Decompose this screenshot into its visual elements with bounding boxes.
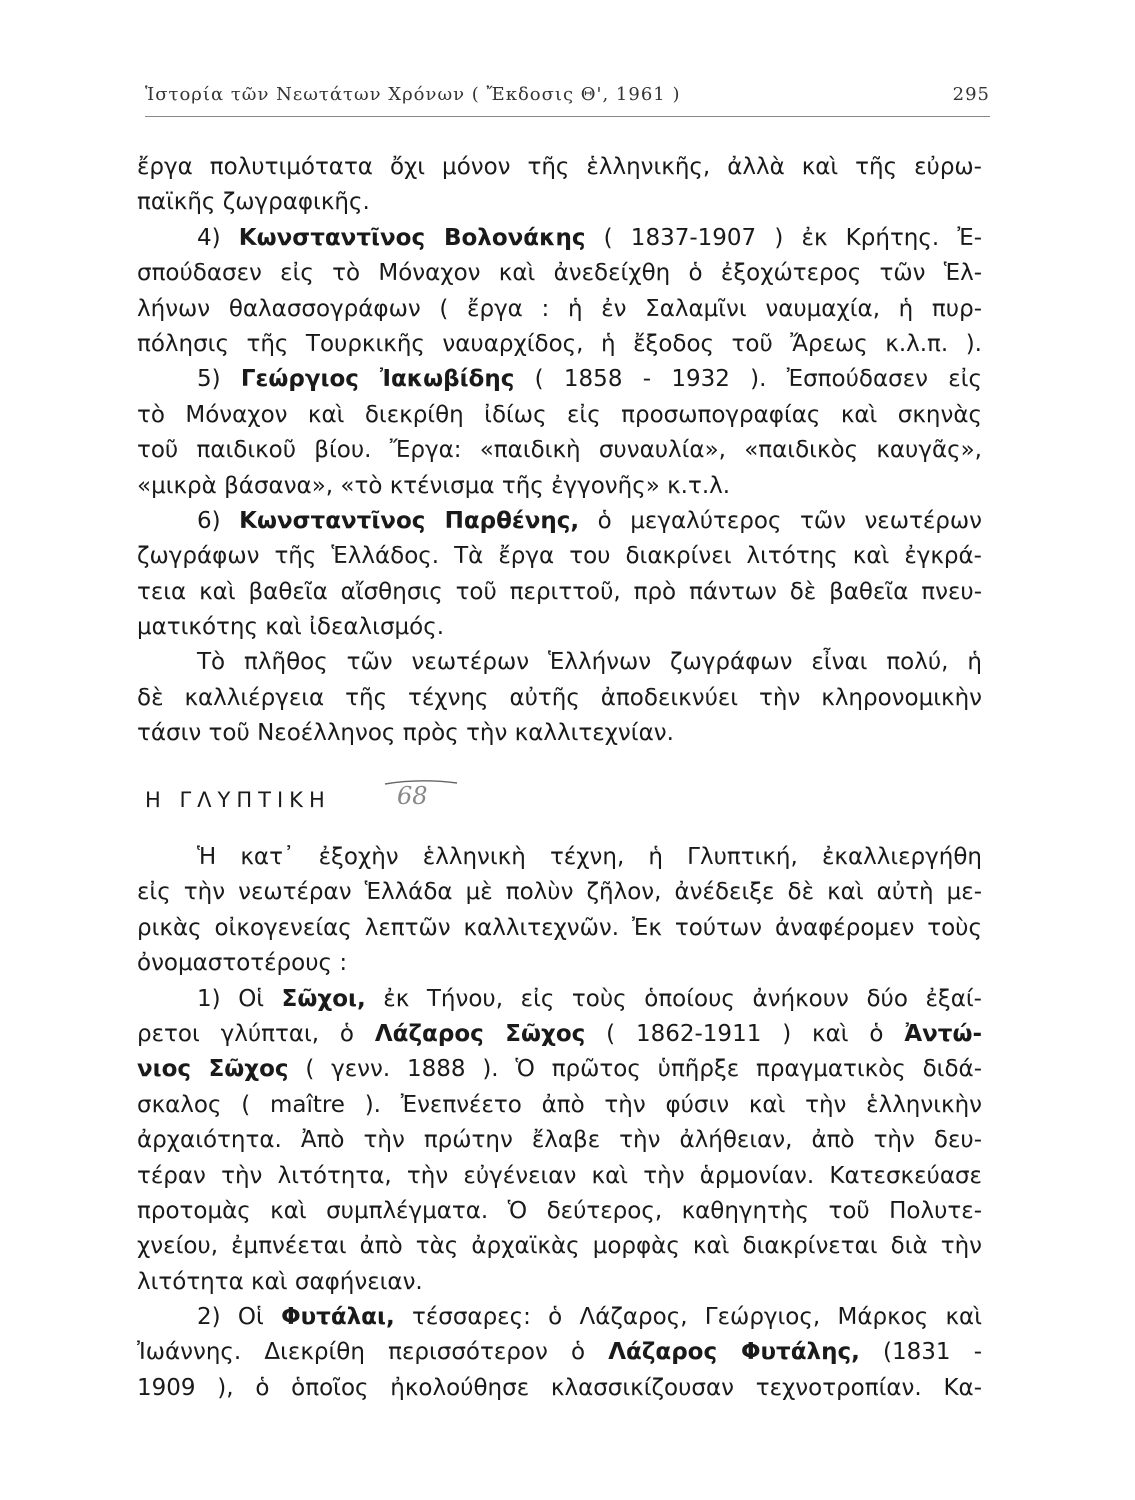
text-line: 2) Οἱ Φυτάλαι, τέσσαρες: ὁ Λάζαρος, Γεώργιος, Μάρκος καὶ bbox=[197, 1304, 982, 1331]
section-heading: Η ΓΛΥΠΤΙΚΗ bbox=[145, 788, 331, 812]
section-painters bbox=[137, 150, 982, 752]
handwritten-annotation bbox=[379, 776, 461, 816]
text-line: σκαλος ( maître ). Ἐνεπνέετο ἀπὸ τὴν φύσιν καὶ τὴν ἑλληνικὴν bbox=[137, 1091, 982, 1118]
text-line: πόλησις τῆς Τουρκικῆς ναυαρχίδος, ἡ ἔξοδος τοῦ Ἄρεως κ.λ.π. ). bbox=[137, 330, 982, 357]
section-heading-row bbox=[137, 782, 982, 824]
text-line: Ἰωάννης. Διεκρίθη περισσότερον ὁ Λάζαρος Φυτάλης, (1831 - bbox=[137, 1339, 982, 1366]
text-line: ὀνομαστοτέρους : bbox=[137, 950, 348, 977]
text-line: 1) Οἱ Σῶχοι, ἐκ Τήνου, εἰς τοὺς ὁποίους ἀνήκουν δύο ἐξαί- bbox=[197, 985, 982, 1012]
text-line: παϊκῆς ζωγραφικῆς. bbox=[137, 189, 370, 216]
text-line: λήνων θαλασσογράφων ( ἔργα : ἡ ἐν Σαλαμῖνι ναυμαχία, ἡ πυρ- bbox=[137, 295, 982, 322]
text-line: ζωγράφων τῆς Ἑλλάδος. Τὰ ἔργα του διακρίνει λιτότης καὶ ἐγκρά- bbox=[137, 543, 982, 570]
text-line: ρικὰς οἰκογενείας λεπτῶν καλλιτεχνῶν. Ἐκ τούτων ἀναφέρομεν τοὺς bbox=[137, 914, 982, 941]
text-line: ἔργα πολυτιμότατα ὄχι μόνον τῆς ἑλληνικῆς, ἀλλὰ καὶ τῆς εὐρω- bbox=[137, 154, 982, 180]
text-line: ἀρχαιότητα. Ἀπὸ τὴν πρώτην ἔλαβε τὴν ἀλήθειαν, ἀπὸ τὴν δευ- bbox=[137, 1127, 982, 1154]
text-line: τὸ Μόναχον καὶ διεκρίθη ἰδίως εἰς προσωπογραφίας καὶ σκηνὰς bbox=[137, 401, 982, 428]
text-line: τάσιν τοῦ Νεοέλληνος πρὸς τὴν καλλιτεχνίαν. bbox=[137, 720, 674, 747]
text-line: 4) Κωνσταντῖνος Βολονάκης ( 1837-1907 ) ἐκ Κρήτης. Ἐ- bbox=[197, 224, 983, 251]
text-line: τοῦ παιδικοῦ βίου. Ἔργα: «παιδικὴ συναυλία», «παιδικὸς καυγᾶς», bbox=[137, 437, 982, 464]
text-line: λιτότητα καὶ σαφήνειαν. bbox=[137, 1268, 423, 1295]
text-line: 6) Κωνσταντῖνος Παρθένης, ὁ μεγαλύτερος τῶν νεωτέρων bbox=[197, 507, 982, 534]
text-line: τεια καὶ βαθεῖα αἴσθησις τοῦ περιττοῦ, πρὸ πάντων δὲ βαθεῖα πνευ- bbox=[137, 578, 982, 605]
text-line: προτομὰς καὶ συμπλέγματα. Ὁ δεύτερος, καθηγητὴς τοῦ Πολυτε- bbox=[137, 1197, 982, 1224]
text-line: εἰς τὴν νεωτέραν Ἑλλάδα μὲ πολὺν ζῆλον, ἀνέδειξε δὲ καὶ αὐτὴ με- bbox=[137, 879, 982, 906]
text-line: «μικρὰ βάσανα», «τὸ κτένισμα τῆς ἐγγονῆς» κ.τ.λ. bbox=[137, 472, 731, 499]
text-line: 1909 ), ὁ ὁποῖος ἠκολούθησε κλασσικίζουσαν τεχνοτροπίαν. Κα- bbox=[137, 1374, 982, 1401]
text-line: 5) Γεώργιος Ἰακωβίδης ( 1858 - 1932 ). Ἐσπούδασεν εἰς bbox=[197, 366, 982, 393]
text-line: σπούδασεν εἰς τὸ Μόναχον καὶ ἀνεδείχθη ὁ ἐξοχώτερος τῶν Ἑλ- bbox=[137, 260, 982, 287]
header-rule bbox=[145, 116, 990, 117]
text-line: ματικότης καὶ ἰδεαλισμός. bbox=[137, 614, 445, 641]
text-line: Ἡ κατ᾽ ἐξοχὴν ἑλληνικὴ τέχνη, ἡ Γλυπτική, ἐκαλλιεργήθη bbox=[197, 844, 982, 870]
text-line: τέραν τὴν λιτότητα, τὴν εὐγένειαν καὶ τὴν ἁρμονίαν. Κατεσκεύασε bbox=[137, 1162, 982, 1189]
running-header bbox=[145, 84, 990, 105]
page-number: 295 bbox=[952, 84, 990, 105]
handwritten-note-text: 68 bbox=[397, 782, 428, 810]
text-line: ρετοι γλύπται, ὁ Λάζαρος Σῶχος ( 1862-1911 ) καὶ ὁ Ἀντώ- bbox=[137, 1020, 982, 1047]
text-line: χνείου, ἐμπνέεται ἀπὸ τὰς ἀρχαϊκὰς μορφὰς καὶ διακρίνεται διὰ τὴν bbox=[137, 1233, 982, 1260]
text-line: νιος Σῶχος ( γενν. 1888 ). Ὁ πρῶτος ὑπῆρξε πραγματικὸς διδά- bbox=[137, 1056, 982, 1083]
text-line: Τὸ πλῆθος τῶν νεωτέρων Ἑλλήνων ζωγράφων εἶναι πολύ, ἡ bbox=[197, 649, 982, 676]
text-line: δὲ καλλιέργεια τῆς τέχνης αὐτῆς ἀποδεικνύει τὴν κληρονομικὴν bbox=[137, 684, 982, 711]
section-sculpture bbox=[137, 840, 982, 1406]
running-title: Ἱστορία τῶν Νεωτάτων Χρόνων ( Ἔκδοσις Θ', 1961 ) bbox=[145, 84, 681, 105]
